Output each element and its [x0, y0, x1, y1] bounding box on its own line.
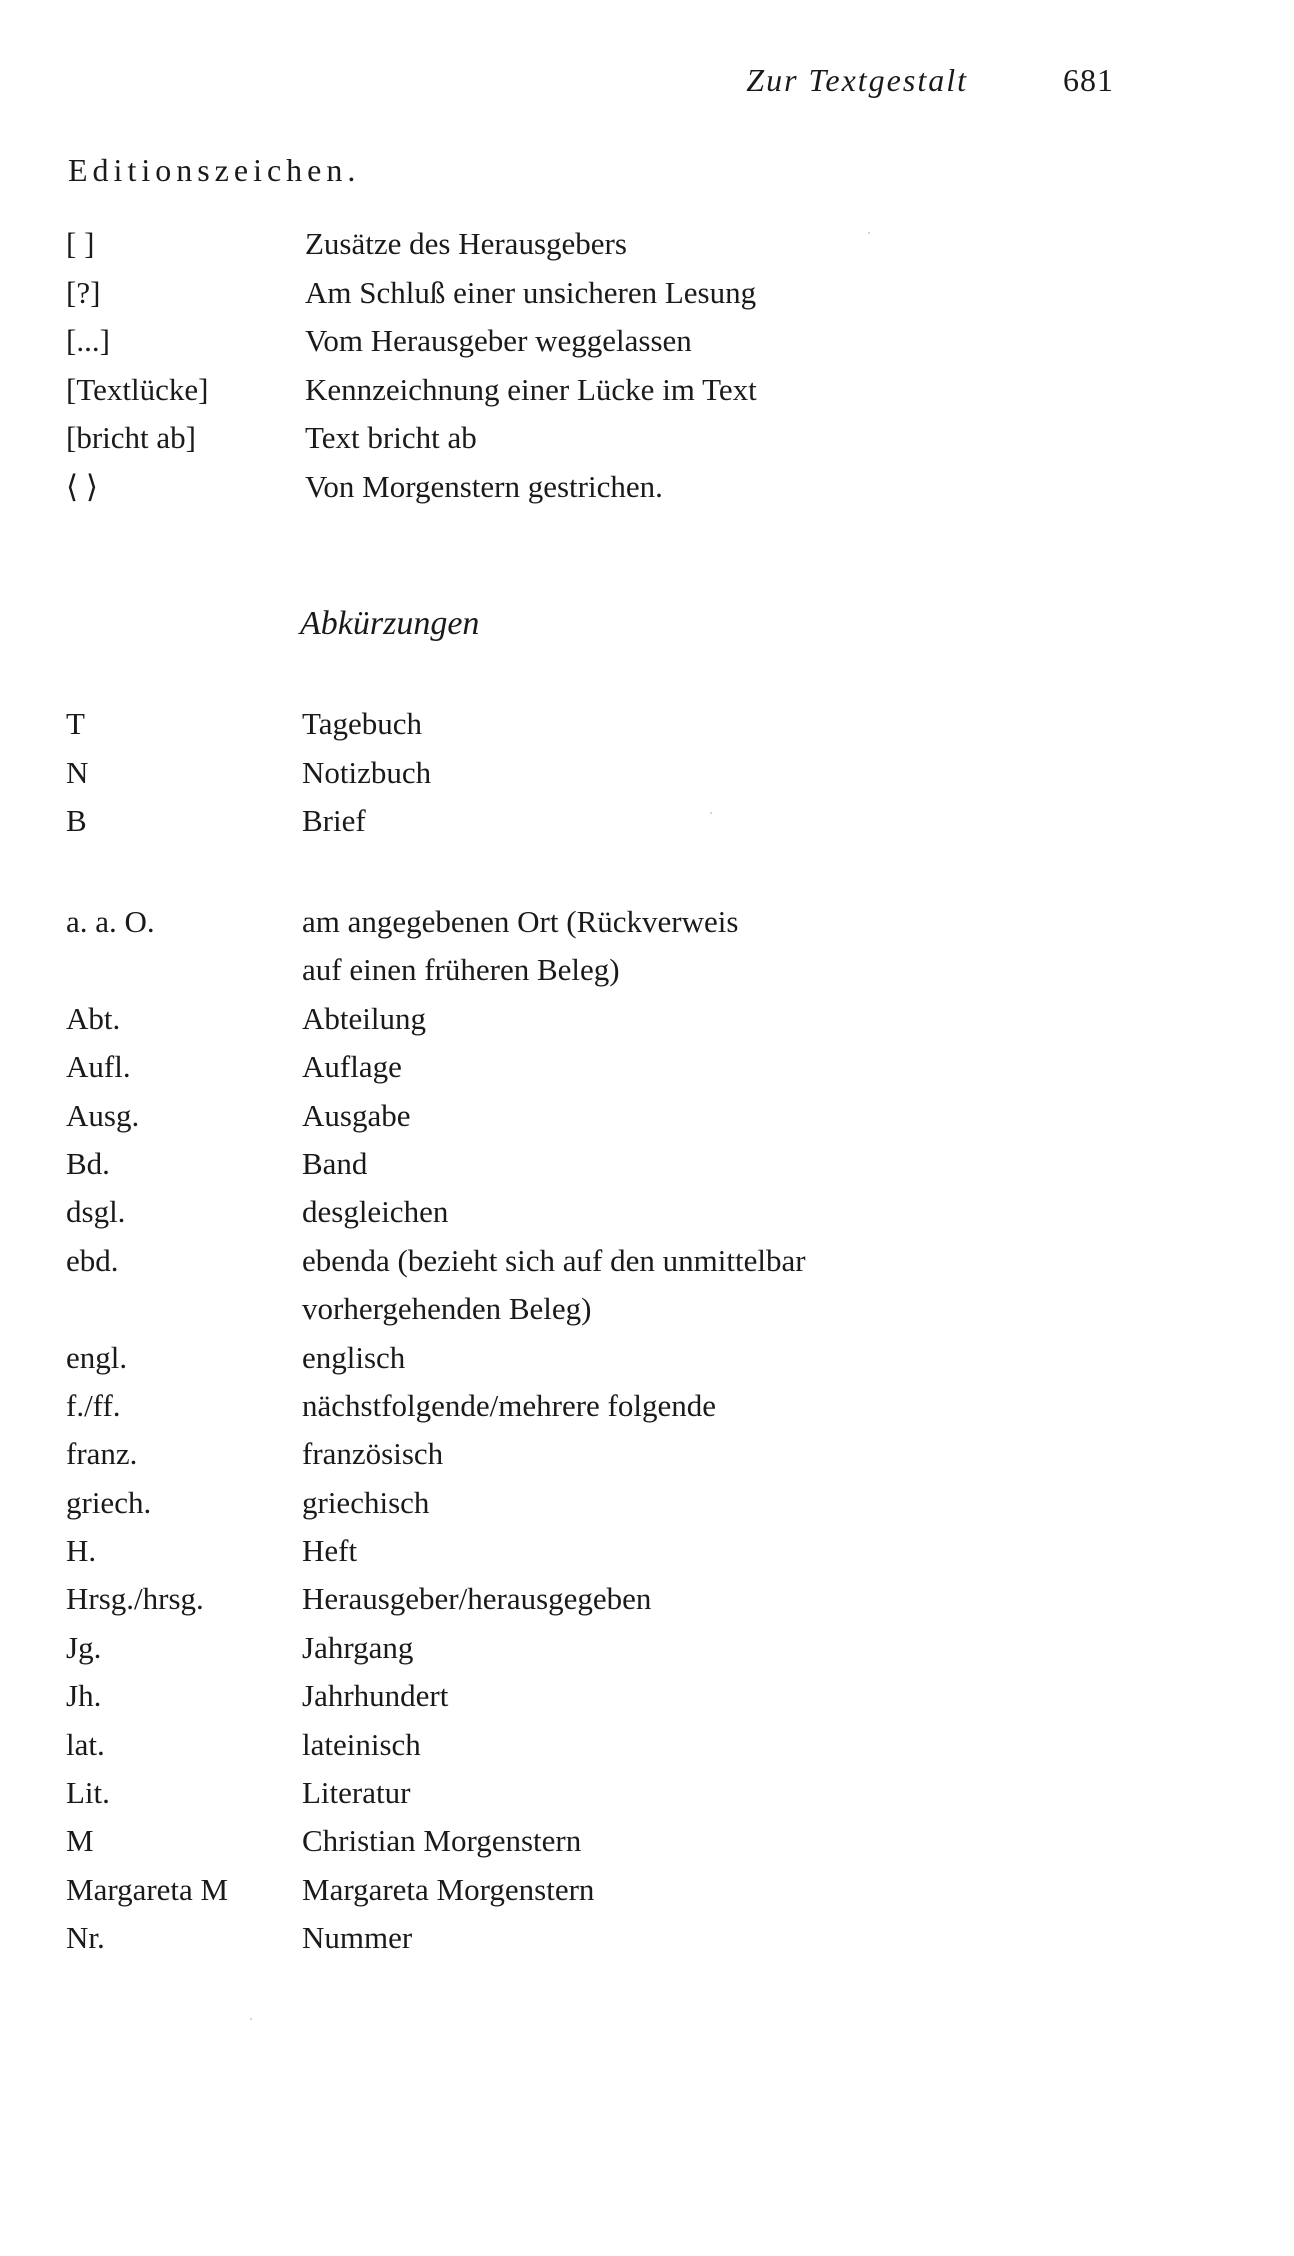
- abbreviation-meaning: Jahrhundert: [302, 1678, 449, 1714]
- abbreviation-meaning: Literatur: [302, 1775, 411, 1811]
- paper-speck: [250, 2018, 252, 2020]
- abbreviation-row: [0, 1334, 1294, 1382]
- abbreviation-meaning: englisch: [302, 1339, 406, 1375]
- abbreviation: f./ff.: [66, 1387, 121, 1423]
- abbreviation-row: [0, 1769, 1294, 1817]
- editions-row: [0, 366, 1294, 415]
- abbreviation-row: [0, 1624, 1294, 1672]
- abbreviation-meaning: griechisch: [302, 1484, 430, 1520]
- abbreviation-row: [0, 1672, 1294, 1720]
- abbreviation: lat.: [66, 1726, 105, 1762]
- source-meaning: Tagebuch: [302, 706, 423, 741]
- abbreviation: Hrsg./hrsg.: [66, 1581, 204, 1617]
- abbreviation-row: [0, 1285, 1294, 1333]
- page-number: 681: [1063, 62, 1114, 98]
- abbreviation: H.: [66, 1533, 97, 1569]
- abbreviation-meaning: Margareta Morgenstern: [302, 1871, 595, 1907]
- paper-speck: [710, 812, 712, 814]
- abbreviation: Lit.: [66, 1775, 110, 1811]
- abbreviation-meaning: am angegebenen Ort (Rückverweis: [302, 904, 739, 939]
- edition-symbol: [?]: [66, 274, 101, 310]
- editions-heading: Editionszeichen.: [68, 152, 361, 188]
- abbreviations-heading: Abkürzungen: [300, 605, 480, 642]
- editions-row: [0, 414, 1294, 463]
- abbreviation-row: [0, 1817, 1294, 1865]
- abbreviation: Abt.: [66, 1000, 121, 1036]
- abbreviation: Margareta M: [66, 1871, 229, 1907]
- source-abbreviations-list: [0, 700, 1294, 846]
- source-row: [0, 700, 1294, 749]
- abbreviation: Jh.: [66, 1678, 102, 1714]
- edition-meaning: Zusätze des Herausgebers: [305, 226, 627, 261]
- abbreviation-row: [0, 1866, 1294, 1914]
- editions-row: [0, 220, 1294, 269]
- abbreviation-row: [0, 1140, 1294, 1188]
- source-row: [0, 749, 1294, 798]
- abbreviation-meaning: desgleichen: [302, 1194, 449, 1230]
- abbreviation-meaning: Herausgeber/herausgegeben: [302, 1581, 652, 1617]
- abbreviation-row: [0, 1430, 1294, 1478]
- abbreviation: dsgl.: [66, 1194, 126, 1230]
- edition-meaning: Text bricht ab: [305, 420, 477, 455]
- source-abbr: T: [66, 706, 85, 741]
- edition-meaning: Am Schluß einer unsicheren Lesung: [305, 274, 757, 310]
- abbreviation-row: [0, 1575, 1294, 1623]
- source-row: [0, 797, 1294, 846]
- abbreviation-row: [0, 1479, 1294, 1527]
- abbreviation-row: [0, 1188, 1294, 1236]
- edition-symbol: [Textlücke]: [66, 371, 209, 407]
- abbreviation-meaning: Abteilung: [302, 1000, 426, 1036]
- running-head: [0, 62, 1294, 102]
- editions-row: [0, 463, 1294, 512]
- source-abbr: N: [66, 754, 89, 790]
- edition-meaning: Kennzeichnung einer Lücke im Text: [305, 371, 757, 407]
- abbreviation-meaning: auf einen früheren Beleg): [302, 952, 620, 988]
- abbreviation-row: [0, 1382, 1294, 1430]
- abbreviation-row: [0, 1527, 1294, 1575]
- abbreviation-row: [0, 1237, 1294, 1285]
- abbreviation: ebd.: [66, 1242, 119, 1278]
- edition-meaning: Von Morgenstern gestrichen.: [305, 468, 663, 504]
- abbreviation-meaning: ebenda (bezieht sich auf den unmittelbar: [302, 1242, 806, 1278]
- abbreviation: griech.: [66, 1484, 152, 1520]
- abbreviation: Aufl.: [66, 1049, 131, 1085]
- abbreviation: Ausg.: [66, 1097, 140, 1133]
- abbreviation-row: [0, 1043, 1294, 1091]
- abbreviation-meaning: Jahrgang: [302, 1629, 414, 1665]
- edition-symbol: ⟨ ⟩: [66, 468, 98, 504]
- abbreviation-meaning: Christian Morgenstern: [302, 1823, 582, 1859]
- abbreviation: engl.: [66, 1339, 128, 1375]
- abbreviation: franz.: [66, 1436, 138, 1472]
- abbreviation-meaning: französisch: [302, 1436, 444, 1472]
- abbreviation: M: [66, 1823, 94, 1859]
- abbreviation: Nr.: [66, 1920, 105, 1956]
- abbreviation: Bd.: [66, 1145, 110, 1181]
- editions-row: [0, 269, 1294, 318]
- abbreviation-row: [0, 946, 1294, 994]
- abbreviation-meaning: vorhergehenden Beleg): [302, 1291, 592, 1327]
- abbreviation-meaning: Band: [302, 1145, 368, 1181]
- abbreviation-meaning: Nummer: [302, 1920, 413, 1956]
- edition-symbol: [ ]: [66, 226, 95, 261]
- editions-list: [0, 220, 1294, 511]
- abbreviation-meaning: Auflage: [302, 1049, 402, 1085]
- abbreviation-row: [0, 1914, 1294, 1962]
- abbreviation-meaning: Heft: [302, 1533, 358, 1569]
- edition-symbol: [...]: [66, 323, 110, 358]
- abbreviation-meaning: lateinisch: [302, 1726, 421, 1762]
- abbreviation-row: [0, 995, 1294, 1043]
- abbreviations-list: [0, 898, 1294, 1963]
- edition-symbol: [bricht ab]: [66, 420, 196, 455]
- source-meaning: Brief: [302, 803, 366, 838]
- abbreviation-row: [0, 898, 1294, 946]
- running-title: Zur Textgestalt: [746, 62, 968, 98]
- source-meaning: Notizbuch: [302, 754, 432, 790]
- abbreviation-row: [0, 1092, 1294, 1140]
- source-abbr: B: [66, 803, 87, 838]
- abbreviation: Jg.: [66, 1629, 102, 1665]
- abbreviation-row: [0, 1721, 1294, 1769]
- paper-speck: [868, 232, 870, 234]
- abbreviation: a. a. O.: [66, 904, 155, 939]
- edition-meaning: Vom Herausgeber weggelassen: [305, 323, 692, 358]
- editions-row: [0, 317, 1294, 366]
- abbreviation-meaning: Ausgabe: [302, 1097, 411, 1133]
- abbreviation-meaning: nächstfolgende/mehrere folgende: [302, 1387, 717, 1423]
